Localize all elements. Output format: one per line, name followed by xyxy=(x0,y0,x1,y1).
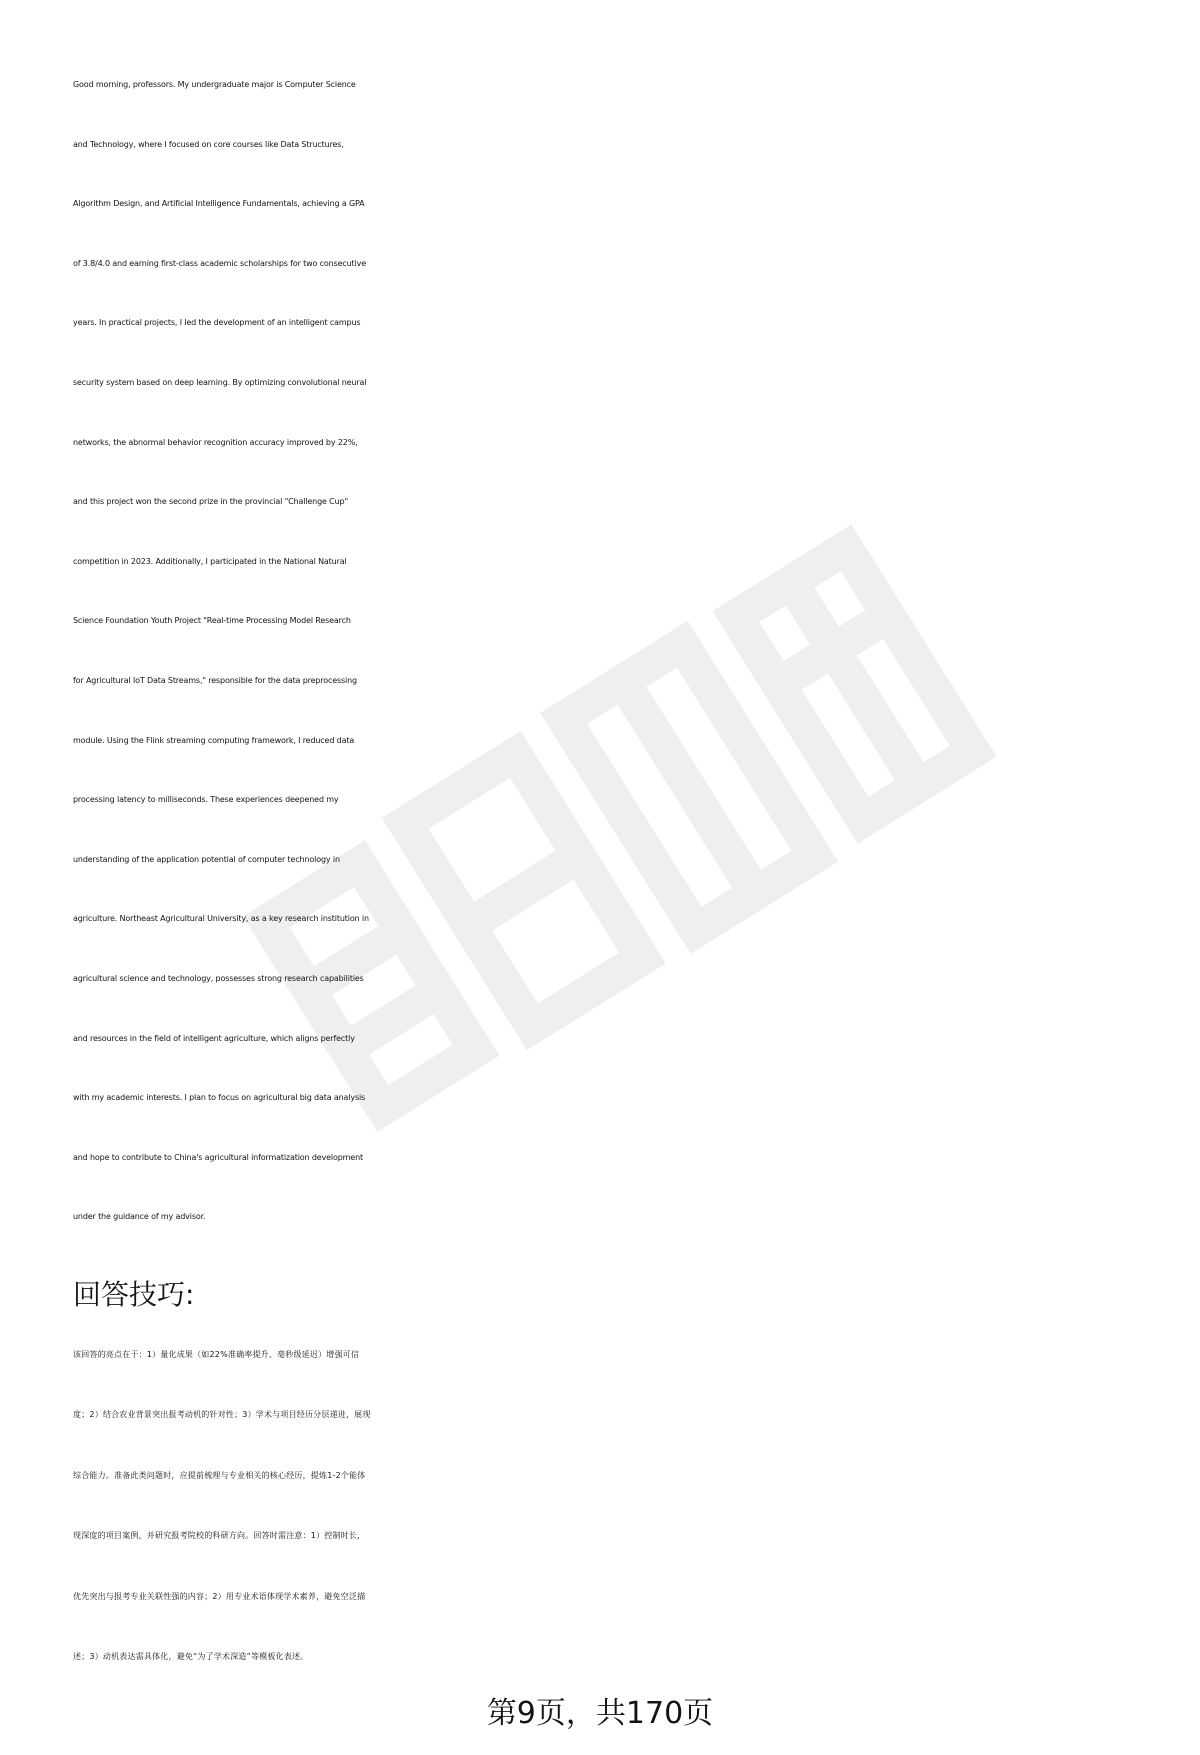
text-line: agricultural science and technology, possesses strong research capabilities xyxy=(73,973,364,983)
text-line: Good morning, professors. My undergraduate major is Computer Science xyxy=(73,80,356,89)
tips-line: 述；3）动机表达需具体化，避免“为了学术深造”等模板化表述。 xyxy=(73,1651,309,1661)
text-line: under the guidance of my advisor. xyxy=(73,1212,206,1222)
text-line: years. In practical projects, I led the development of an intelligent campus xyxy=(73,318,361,328)
tips-line: 优先突出与报考专业关联性强的内容；2）用专业术语体现学术素养，避免空泛描 xyxy=(73,1591,366,1601)
english-answer-paragraph xyxy=(73,55,1173,1247)
text-line: networks, the abnormal behavior recognition accuracy improved by 22%, xyxy=(73,437,358,447)
text-line: agriculture. Northeast Agricultural University, as a key research institution in xyxy=(73,914,369,924)
text-line: and resources in the field of intelligent agriculture, which aligns perfectly xyxy=(73,1033,355,1043)
text-line: with my academic interests. I plan to focus on agricultural big data analysis xyxy=(73,1093,366,1103)
tips-line: 现深度的项目案例，并研究报考院校的科研方向。回答时需注意：1）控制时长， xyxy=(73,1531,366,1541)
tips-line: 该回答的亮点在于：1）量化成果（如22%准确率提升、毫秒级延迟）增强可信 xyxy=(73,1350,360,1359)
text-line: processing latency to milliseconds. These experiences deepened my xyxy=(73,795,339,805)
text-line: and this project won the second prize in the provincial "Challenge Cup" xyxy=(73,497,348,507)
text-line: Algorithm Design, and Artificial Intelligence Fundamentals, achieving a GPA xyxy=(73,199,365,209)
text-line: and hope to contribute to China's agricultural informatization development xyxy=(73,1152,363,1162)
text-line: Science Foundation Youth Project "Real-time Processing Model Research xyxy=(73,616,351,626)
text-line: module. Using the Flink streaming computing framework, I reduced data xyxy=(73,735,355,745)
text-line: competition in 2023. Additionally, I participated in the National Natural xyxy=(73,556,347,566)
text-line: of 3.8/4.0 and earning first-class academic scholarships for two consecutive xyxy=(73,258,366,268)
tips-line: 综合能力。准备此类问题时，应提前梳理与专业相关的核心经历，提炼1-2个能体 xyxy=(73,1470,366,1480)
text-line: understanding of the application potential of computer technology in xyxy=(73,854,340,864)
text-line: and Technology, where I focused on core courses like Data Structures, xyxy=(73,139,344,149)
tips-line: 度；2）结合农业背景突出报考动机的针对性；3）学术与项目经历分层递进，展现 xyxy=(73,1410,371,1420)
answer-tips-section xyxy=(73,1265,1173,1687)
page-number-footer: 第9页，共170页 xyxy=(486,1696,714,1731)
tips-paragraph xyxy=(73,1325,1173,1687)
text-line: security system based on deep learning. By optimizing convolutional neural xyxy=(73,377,367,387)
text-line: for Agricultural IoT Data Streams," responsible for the data preprocessing xyxy=(73,675,357,685)
tips-heading: 回答技巧: xyxy=(73,1278,195,1311)
